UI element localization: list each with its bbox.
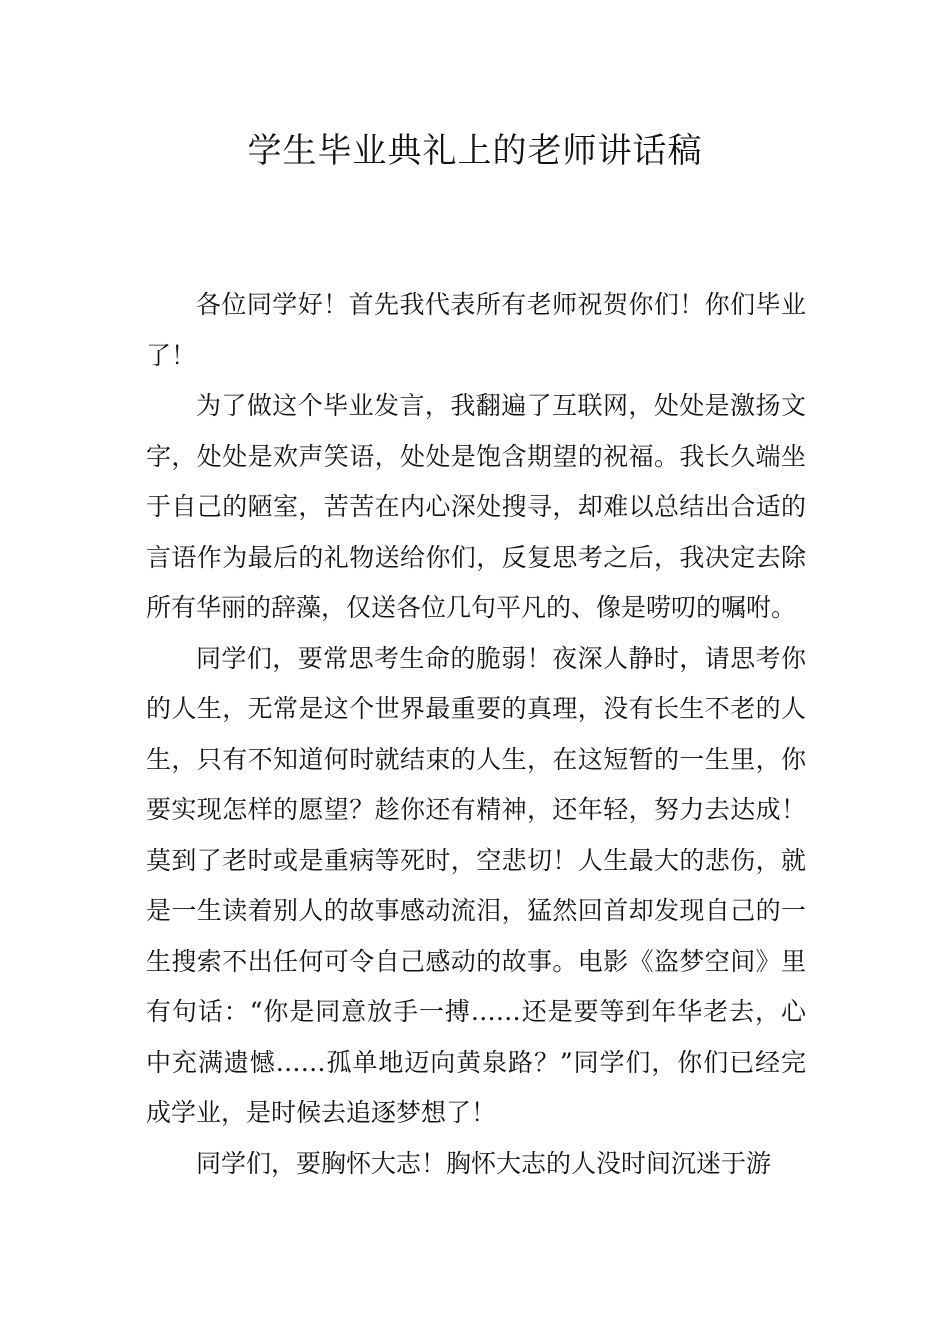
document-title: 学生毕业典礼上的老师讲话稿 bbox=[247, 131, 703, 171]
paragraph-preparation: 为了做这个毕业发言，我翻遍了互联网，处处是激扬文字，处处是欢声笑语，处处是饱含期望的祝福。我长久端坐于自己的陋室，苦苦在内心深处搜寻，却难以总结出合适的言语作为最后的礼物送给你们，反复思考之后，我决定去除所有华丽的辞藻，仅送各位几句平凡的、像是唠叨的嘱咐。 bbox=[146, 391, 806, 622]
document-body bbox=[146, 280, 806, 1189]
paragraph-ambition: 同学们，要胸怀大志！胸怀大志的人没时间沉迷于游 bbox=[196, 1148, 772, 1178]
paragraph-greeting: 各位同学好！首先我代表所有老师祝贺你们！你们毕业了！ bbox=[146, 290, 806, 370]
paragraph-life: 同学们，要常思考生命的脆弱！夜深人静时，请思考你的人生，无常是这个世界最重要的真理，没有长生不老的人生，只有不知道何时就结束的人生，在这短暂的一生里，你要实现怎样的愿望？趁你还有精神，还年轻，努力去达成！莫到了老时或是重病等死时，空悲切！人生最大的悲伤，就是一生读着别人的故事感动流泪，猛然回首却发现自己的一生搜索不出任何可令自己感动的故事。电影《盗梦空间》里有句话：“你是同意放手一搏……还是要等到年华老去，心中充满遗憾……孤单地迈向黄泉路？”同学们，你们已经完成学业，是时候去追逐梦想了！ bbox=[146, 643, 806, 1127]
